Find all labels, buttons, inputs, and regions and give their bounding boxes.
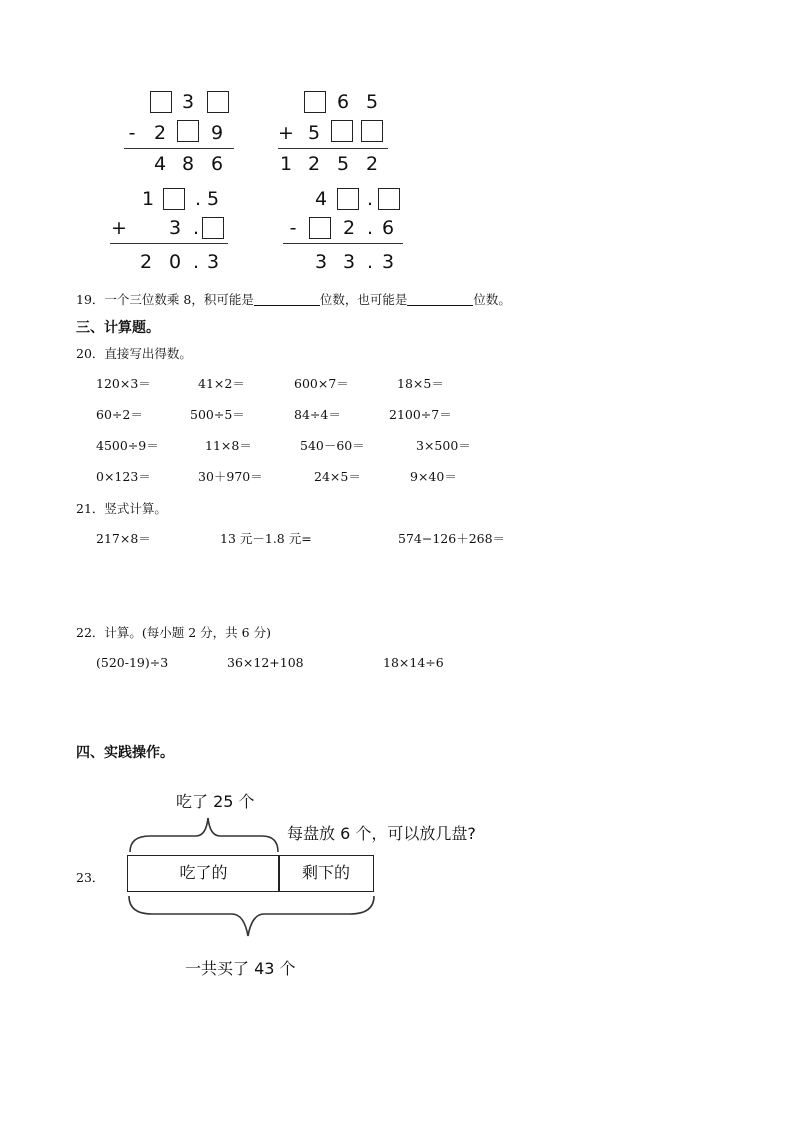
digit: 3 [381, 251, 395, 273]
math-item: 0×123＝ [96, 469, 151, 484]
math-item: 217×8＝ [96, 531, 151, 546]
section-title-calculation: 三、计算题。 [76, 320, 160, 336]
digit: 2 [307, 153, 321, 175]
answer-box[interactable] [202, 217, 224, 239]
question-21-title: 21．竖式计算。 [76, 501, 167, 516]
total-label: 一共买了 43 个 [185, 959, 296, 978]
cell-eaten-label: 吃了的 [179, 863, 228, 882]
question-23-number: 23． [76, 870, 105, 885]
math-item: 11×8＝ [205, 438, 252, 453]
answer-box[interactable] [304, 91, 326, 113]
digit: 6 [336, 91, 350, 113]
math-item: 574−126＋268＝ [398, 531, 506, 546]
digit: 3 [314, 251, 328, 273]
section-title-practice: 四、实践操作。 [76, 745, 174, 761]
math-item: 500÷5＝ [190, 407, 245, 422]
digit: 4 [314, 188, 328, 210]
digit: 5 [336, 153, 350, 175]
answer-box[interactable] [163, 188, 185, 210]
digit: 2 [342, 217, 356, 239]
digit: 4 [153, 153, 167, 175]
digit: 5 [365, 91, 379, 113]
math-item: (520-19)÷3 [96, 655, 169, 670]
math-item: 120×3＝ [96, 376, 151, 391]
question-text: 每盘放 6 个，可以放几盘? [287, 824, 476, 843]
math-item: 13 元－1.8 元= [220, 531, 312, 546]
operator: + [111, 217, 127, 239]
operator: - [289, 217, 297, 239]
math-item: 36×12+108 [227, 655, 304, 670]
math-item: 4500÷9＝ [96, 438, 159, 453]
decimal-point: . [366, 188, 374, 210]
digit: 5 [206, 188, 220, 210]
math-item: 41×2＝ [198, 376, 245, 391]
decimal-point: . [192, 217, 200, 239]
digit: 2 [365, 153, 379, 175]
answer-box[interactable] [207, 91, 229, 113]
answer-box[interactable] [331, 120, 353, 142]
digit: 3 [342, 251, 356, 273]
digit: 3 [168, 217, 182, 239]
answer-box[interactable] [309, 217, 331, 239]
digit: 1 [279, 153, 293, 175]
divider-line [124, 148, 234, 149]
divider-line [278, 148, 388, 149]
answer-box[interactable] [378, 188, 400, 210]
top-brace [126, 808, 286, 858]
math-item: 18×5＝ [397, 376, 444, 391]
digit: 8 [181, 153, 195, 175]
decimal-point: . [366, 251, 374, 273]
math-item: 3×500＝ [416, 438, 471, 453]
math-item: 600×7＝ [294, 376, 349, 391]
question-19 [76, 290, 511, 308]
math-item: 9×40＝ [410, 469, 457, 484]
answer-blank[interactable] [407, 293, 473, 306]
answer-box[interactable] [361, 120, 383, 142]
math-item: 84÷4＝ [294, 407, 341, 422]
digit: 6 [381, 217, 395, 239]
answer-box[interactable] [150, 91, 172, 113]
decimal-point: . [192, 251, 200, 273]
operator: + [278, 122, 294, 144]
question-20-title: 20．直接写出得数。 [76, 346, 192, 361]
math-item: 60÷2＝ [96, 407, 143, 422]
digit: 5 [307, 122, 321, 144]
math-item: 2100÷7＝ [389, 407, 452, 422]
operator: - [128, 122, 136, 144]
question-19-prefix: 19．一个三位数乘 8，积可能是 [76, 292, 254, 307]
digit: 3 [181, 91, 195, 113]
digit: 2 [139, 251, 153, 273]
digit: 9 [210, 122, 224, 144]
decimal-point: . [194, 188, 202, 210]
bottom-brace [126, 892, 378, 948]
eaten-label: 吃了 25 个 [176, 792, 255, 811]
divider-line [110, 243, 228, 244]
math-item: 540－60＝ [300, 438, 365, 453]
digit: 0 [168, 251, 182, 273]
divider-line [283, 243, 403, 244]
cell-left-label: 剩下的 [301, 863, 350, 882]
digit: 3 [206, 251, 220, 273]
answer-box[interactable] [177, 120, 199, 142]
math-item: 24×5＝ [314, 469, 361, 484]
question-19-suffix: 位数。 [473, 292, 511, 307]
decimal-point: . [366, 217, 374, 239]
answer-box[interactable] [337, 188, 359, 210]
question-22-title: 22．计算。(每小题 2 分，共 6 分) [76, 625, 271, 640]
math-item: 18×14÷6 [383, 655, 444, 670]
question-19-mid: 位数，也可能是 [319, 292, 408, 307]
math-item: 30＋970＝ [198, 469, 263, 484]
digit: 6 [210, 153, 224, 175]
digit: 1 [141, 188, 155, 210]
answer-blank[interactable] [254, 293, 320, 306]
digit: 2 [153, 122, 167, 144]
